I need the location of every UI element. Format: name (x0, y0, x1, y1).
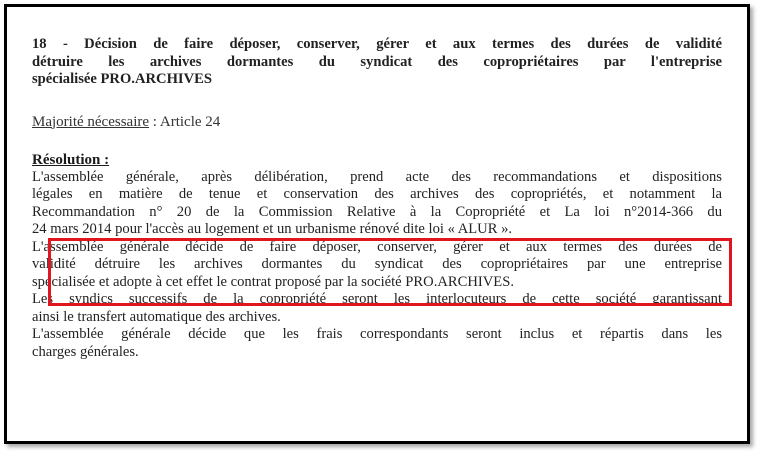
document-excerpt (32, 36, 722, 361)
body-line: L'assemblée générale décide de faire déposer, conserver, gérer et aux termes des durées de (32, 238, 722, 255)
resolution-heading: Résolution : (32, 151, 110, 168)
title-line: 18 - Décision de faire déposer, conserver, gérer et aux termes des durées de validité (32, 36, 722, 52)
body-line: validité détruire les archives dormantes du syndicat des copropriétaires par une entreprise (32, 256, 722, 272)
resolution-title (32, 36, 722, 89)
body-line: L'assemblée générale décide que les frais correspondants seront inclus et répartis dans les (32, 326, 722, 342)
title-line: spécialisée PRO.ARCHIVES (32, 71, 212, 87)
body-line: spécialisée et adopte à cet effet le contrat proposé par la société PRO.ARCHIVES. (32, 273, 514, 290)
body-line: Les syndics successifs de la copropriété seront les interlocuteurs de cette société garantissant (32, 291, 722, 307)
majority-requirement (32, 113, 722, 132)
body-line: L'assemblée générale, après délibération, prend acte des recommandations et dispositions (32, 168, 722, 185)
body-line: ainsi le transfert automatique des archives. (32, 308, 281, 325)
body-line: légales en matière de tenue et conservation des archives des copropriétés, et notamment la (32, 186, 722, 202)
body-line: 24 mars 2014 pour l'accès au logement et un urbanisme rénové dite loi « ALUR ». (32, 221, 513, 237)
body-line: charges générales. (32, 343, 139, 360)
resolution-body (32, 169, 722, 362)
body-line: Recommandation n° 20 de la Commission Relative à la Copropriété et La loi n°2014-366 du (32, 203, 722, 220)
majority-label: Majorité nécessaire (32, 113, 150, 130)
title-line: détruire les archives dormantes du syndicat des copropriétaires par l'entreprise (32, 53, 722, 70)
majority-value: : Article 24 (149, 113, 221, 130)
